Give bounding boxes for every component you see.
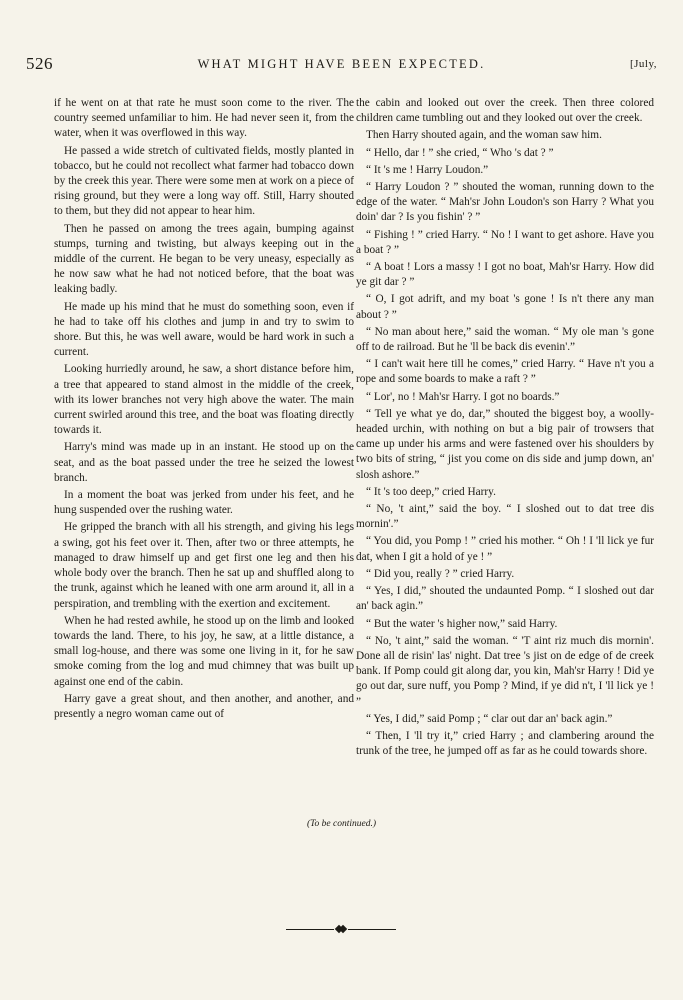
fleuron-rule-icon [286,925,396,935]
paragraph: “ It 's too deep,” cried Harry. [366,485,496,498]
paragraph: Harry's mind was made up in an instant. He stood up on the seat, and as the boat passed under the tree he seized the lowest branch. [54,441,354,484]
paragraph: “ Then, I 'll try it,” cried Harry ; and clambering around the trunk of the tree, he jumped off as far as he could towards shore. [356,729,654,758]
issue-month: [July, [629,58,657,70]
paragraph: “ It 's me ! Harry Loudon.” [366,163,489,176]
paragraph: the cabin and looked out over the creek. Then three colored children came tumbling out and they looked out over the creek. [356,97,654,125]
rule-left [286,929,334,930]
paragraph: When he had rested awhile, he stood up on the limb and looked towards the land. There, to his joy, he saw, at a little distance, a small log-house, and there was some one living in it, for he saw smoke coming from the log and mud chimney that was built up against one end of the cabin. [54,614,354,688]
paragraph: “ Did you, really ? ” cried Harry. [366,567,515,580]
paragraph: “ Harry Loudon ? ” shouted the woman, running down to the edge of the water. “ Mah'sr John Loudon's son Harry ? What you doin' dar ? Is you fishin' ? ” [356,181,654,224]
paragraph: “ Fishing ! ” cried Harry. “ No ! I want to get ashore. Have you a boat ? ” [356,228,654,256]
paragraph: Harry gave a great shout, and then another, and another, and presently a negro woman came out of [54,692,354,720]
paragraph: He made up his mind that he must do something soon, even if he had to take off his clothes and jump in and try to swim to shore. But this, he was well aware, would be hard work in such a current. [54,300,354,359]
right-column [356,96,654,761]
paragraph: Looking hurriedly around, he saw, a short distance before him, a tree that appeared to stand almost in the middle of the creek, with its lower branches not very high above the water. The main current swirled around this tree, and the boat was floating directly towards it. [54,363,354,437]
paragraph: “ Hello, dar ! ” she cried, “ Who 's dat ? ” [366,146,554,159]
paragraph: “ You did, you Pomp ! ” cried his mother. “ Oh ! I 'll lick ye fur dat, when I git a hold of ye ! ” [356,535,654,563]
paragraph: Then Harry shouted again, and the woman saw him. [366,129,602,142]
paragraph: Then he passed on among the trees again, bumping against stumps, turning and twisting, but always keeping out in the middle of the current. He began to be very uneasy, especially as he now saw what he had not noticed before, that the boat was leaking badly. [54,222,354,296]
paragraph: He gripped the branch with all his strength, and giving his legs a swing, got his feet over it. Then, after two or three attempts, he managed to draw himself up and get first one leg and then his whole body over the branch. Then he sat up and shuffled along to the trunk, against which he leaned with one arm around it, all in a perspiration, and trembling with the exertion and excitement. [54,521,354,610]
paragraph: “ Yes, I did,” shouted the undaunted Pomp. “ I sloshed out dar an' back agin.” [356,585,654,613]
paragraph: “ I can't wait here till he comes,” cried Harry. “ Have n't you a rope and some boards to make a raft ? ” [356,358,654,386]
to-be-continued-note: (To be continued.) [306,819,377,829]
paragraph: “ No, 't aint,” said the woman. “ 'T aint riz much dis mornin'. Done all de risin' las' night. Dat tree 's jist on de edge of de creek bank. If Pomp could git along dar, you kin, Mah'sr Harry ! Did ye go out dar, sure nuff, you Pomp ? Mind, if ye did n't, I 'll lick ye ! ” [356,634,654,708]
paragraph: “ A boat ! Lors a massy ! I got no boat, Mah'sr Harry. How did ye git dar ? ” [356,261,654,289]
paragraph: “ No man about here,” said the woman. “ My ole man 's gone off to de railroad. But he 'll be back dis evenin'.” [356,325,654,354]
page-header [26,54,657,78]
paragraph: In a moment the boat was jerked from under his feet, and he hung suspended over the rushing water. [54,489,354,517]
paragraph: if he went on at that rate he must soon come to the river. The country seemed unfamiliar to him. He had never seen it, from the water, when it was overflowed in this way. [54,97,354,140]
paragraph: “ O, I got adrift, and my boat 's gone ! Is n't there any man about ? ” [356,293,654,321]
paragraph: “ Lor', no ! Mah'sr Harry. I got no boards.” [366,390,560,403]
running-title: WHAT MIGHT HAVE BEEN EXPECTED. [197,57,486,71]
paragraph: “ No, 't aint,” said the boy. “ I sloshed out to dat tree dis mornin'.” [356,503,654,531]
left-column [54,96,354,724]
page-number: 526 [26,54,53,73]
rule-right [348,929,396,930]
paragraph: “ Tell ye what ye do, dar,” shouted the biggest boy, a woolly-headed urchin, with nothing on but a big pair of trowsers that came up under his arms and were fastened over his shoulders by two bits of string, “ jist you come on dis side and jump down, an' slosh ashore.” [356,407,654,481]
paragraph: “ Yes, I did,” said Pomp ; “ clar out dar an' back agin.” [366,712,613,725]
paragraph: He passed a wide stretch of cultivated fields, mostly planted in tobacco, but he could not recollect what farmer had tobacco down by the creek this year. There were some men at work on a piece of rising ground, but they were a long way off. Still, Harry shouted to them, but they did not appear to hear him. [54,144,354,218]
paragraph: “ But the water 's higher now,” said Harry. [366,617,558,630]
